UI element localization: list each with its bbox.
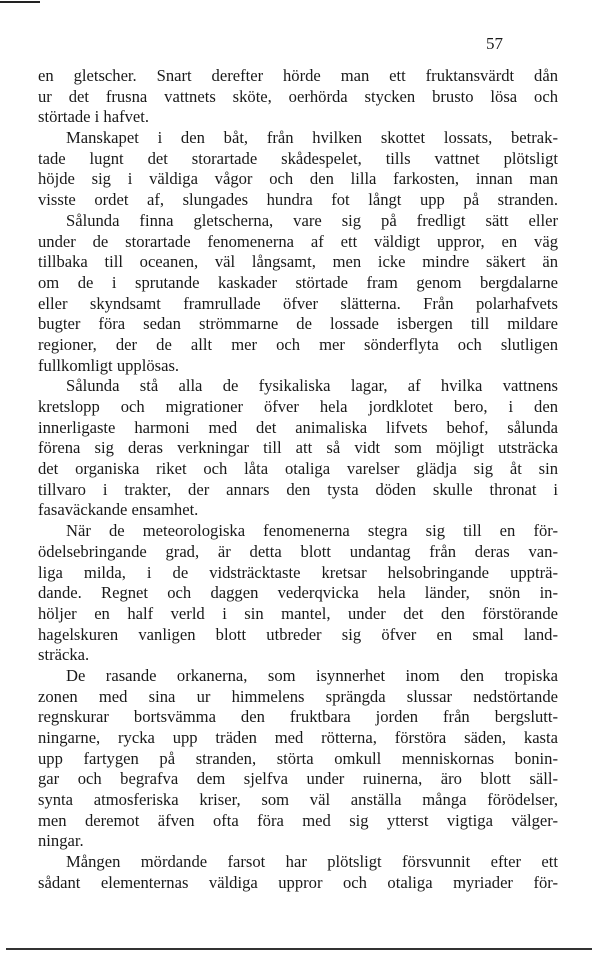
text-line: upp fartygen på stranden, störta omkull menniskornas bonin- [38, 748, 558, 768]
text-line: om de i sprutande kaskader störtade fram genom bergdalarne [38, 272, 558, 292]
text-line: synta atmosferiska kriser, som väl anställa många förödelser, [38, 790, 558, 810]
text-line: hagelskuren vanligen blott utbreder sig öfver en smal land- [38, 624, 558, 644]
text-line: fullkomligt upplösas. [38, 355, 180, 375]
body-text [38, 66, 558, 894]
text-line: ningar. [38, 831, 84, 851]
text-line: gar och begrafva dem sjelfva under ruinerna, äro blott säll- [38, 769, 558, 789]
text-line: eller skyndsamt framrullade öfver slätterna. Från polarhafvets [38, 293, 558, 313]
top-edge-rule [0, 1, 40, 3]
text-line: tillbaka till oceanen, väl långsamt, men icke mindre säkert än [38, 252, 558, 272]
text-line: Sålunda stå alla de fysikaliska lagar, af hvilka vattnens [66, 376, 558, 396]
text-line: kretslopp och migrationer öfver hela jordklotet bero, i den [38, 397, 558, 416]
text-line: liga milda, i de vidsträcktaste kretsar helsobringande uppträ- [38, 562, 558, 582]
text-line: visste ordet af, slungades hundra fot långt upp på stranden. [38, 190, 558, 210]
bottom-edge-rule [6, 948, 592, 950]
text-line: störtade i hafvet. [38, 107, 150, 127]
text-line: tade lugnt det storartade skådespelet, tills vattnet plötsligt [38, 148, 558, 168]
text-line: under de storartade fenomenerna af ett väldigt uppror, en väg [38, 231, 558, 251]
text-line: regnskurar bortsvämma den fruktbara jorden från bergslutt- [38, 707, 558, 727]
text-line: ningarne, rycka upp träden med rötterna, förstöra säden, kasta [38, 728, 558, 747]
text-line: De rasande orkanerna, som isynnerhet inom den tropiska [66, 665, 558, 685]
text-line: höljer en half verld i sin mantel, under det den förstörande [38, 603, 558, 623]
text-line: tillvaro i trakter, der annars den tysta döden skulle thronat i [38, 479, 558, 499]
text-line: Sålunda finna gletscherna, vare sig på fredligt sätt eller [66, 210, 558, 230]
text-line: förena sig deras verkningar till att så vidt som möjligt utsträcka [38, 438, 558, 458]
text-line: regioner, der de allt mer och mer sönderflyta och slutligen [38, 334, 558, 354]
text-line: en gletscher. Snart derefter hörde man ett fruktansvärdt dån [38, 66, 558, 85]
text-line: Manskapet i den båt, från hvilken skottet lossats, betrak- [66, 128, 558, 148]
text-line: sådant elementernas väldiga uppror och otaliga myriader för- [38, 872, 558, 892]
text-line: Mången mördande farsot har plötsligt försvunnit efter ett [66, 852, 558, 872]
text-line: zonen med sina ur himmelens sprängda slussar nedstörtande [38, 686, 558, 706]
text-line: ödelsebringande grad, är detta blott undantag från deras van- [38, 541, 558, 561]
text-line: dande. Regnet och daggen vederqvicka hela länder, snön in- [38, 583, 558, 603]
text-line: ur det frusna vattnets sköte, oerhörda stycken brusto lösa och [38, 86, 558, 106]
text-line: det organiska riket och låta otaliga varelser glädja sig åt sin [38, 459, 558, 479]
text-line: bugter föra sedan strömmarne de lossade isbergen till mildare [38, 314, 558, 334]
text-line: När de meteorologiska fenomenerna stegra sig till en för- [66, 521, 558, 541]
text-line: sträcka. [38, 645, 90, 665]
text-line: fasaväckande ensamhet. [38, 500, 199, 520]
text-line: men deremot äfven ofta föra med sig ytterst vigtiga välger- [38, 810, 558, 830]
page-number: 57 [486, 34, 503, 53]
text-line: innerligaste harmoni med det animaliska lifvets behof, sålunda [38, 417, 558, 437]
text-line: höjde sig i väldiga vågor och den lilla farkosten, innan man [38, 169, 558, 189]
